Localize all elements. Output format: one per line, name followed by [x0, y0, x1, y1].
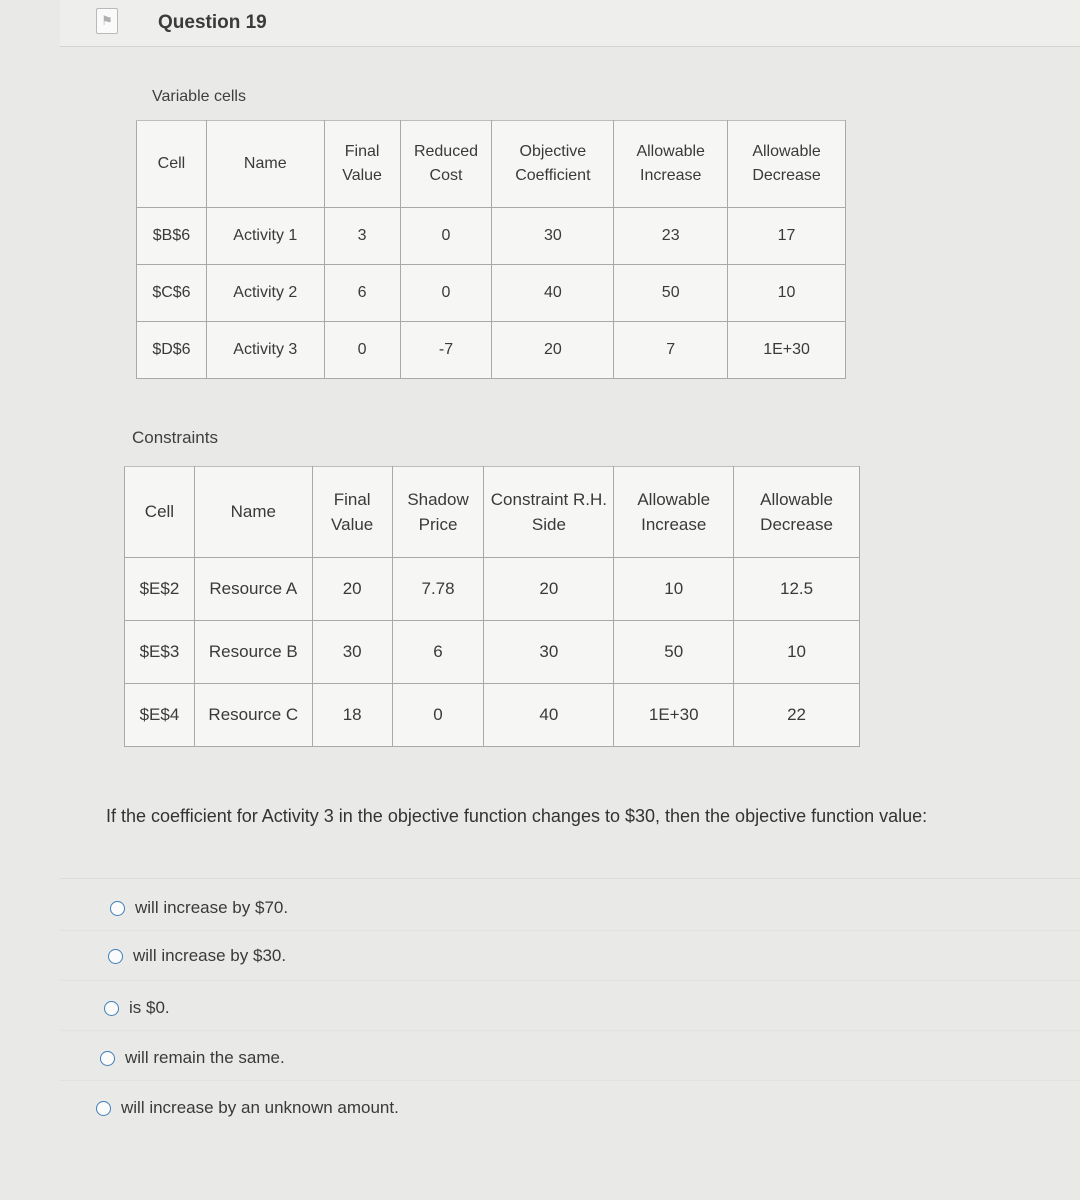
col-header-objective-coefficient: Objective Coefficient: [492, 121, 614, 208]
col-header-final-value: Final Value: [324, 121, 400, 208]
cell: 20: [312, 558, 392, 621]
cell: $E$3: [125, 621, 195, 684]
radio-button-icon[interactable]: [110, 901, 125, 916]
cell: 40: [492, 265, 614, 322]
cell: -7: [400, 322, 492, 379]
cell: Activity 3: [206, 322, 324, 379]
answer-option-label[interactable]: is $0.: [129, 998, 170, 1017]
cell: 10: [728, 265, 846, 322]
cell: 22: [734, 684, 860, 747]
flag-icon[interactable]: ⚑: [96, 8, 118, 34]
constraints-label: Constraints: [132, 428, 218, 447]
answer-option[interactable]: [104, 998, 170, 1018]
cell: 17: [728, 208, 846, 265]
col-header-name: Name: [206, 121, 324, 208]
divider: [60, 1030, 1080, 1031]
cell: Resource A: [194, 558, 312, 621]
cell: $D$6: [137, 322, 207, 379]
cell: 30: [312, 621, 392, 684]
table-row: [125, 558, 860, 621]
cell: 6: [392, 621, 484, 684]
answer-option[interactable]: [110, 898, 288, 918]
table-row: [137, 265, 846, 322]
answer-option[interactable]: [108, 946, 286, 966]
radio-button-icon[interactable]: [108, 949, 123, 964]
col-header-reduced-cost: Reduced Cost: [400, 121, 492, 208]
cell: Activity 1: [206, 208, 324, 265]
table-row: [137, 208, 846, 265]
cell: 30: [484, 621, 614, 684]
col-header-cell: Cell: [137, 121, 207, 208]
answer-option-label[interactable]: will increase by $30.: [133, 946, 287, 965]
question-title: Question 19: [158, 12, 267, 33]
col-header-cell: Cell: [125, 467, 195, 558]
radio-button-icon[interactable]: [100, 1051, 115, 1066]
col-header-allowable-decrease: Allowable Decrease: [734, 467, 860, 558]
cell: 20: [484, 558, 614, 621]
answer-option-label[interactable]: will increase by an unknown amount.: [121, 1098, 399, 1117]
cell: $C$6: [137, 265, 207, 322]
cell: 50: [614, 621, 734, 684]
cell: 23: [614, 208, 728, 265]
constraints-table: [124, 466, 860, 747]
cell: 10: [734, 621, 860, 684]
table-header-row: [137, 121, 846, 208]
cell: 12.5: [734, 558, 860, 621]
cell: 0: [400, 265, 492, 322]
cell: 7: [614, 322, 728, 379]
cell: Resource C: [194, 684, 312, 747]
col-header-allowable-increase: Allowable Increase: [614, 121, 728, 208]
variable-cells-label: Variable cells: [152, 88, 246, 105]
cell: 0: [392, 684, 484, 747]
cell: 10: [614, 558, 734, 621]
cell: 50: [614, 265, 728, 322]
table-row: [125, 684, 860, 747]
divider: [60, 1080, 1080, 1081]
col-header-constraint-rhs: Constraint R.H. Side: [484, 467, 614, 558]
cell: $B$6: [137, 208, 207, 265]
answer-option-label[interactable]: will remain the same.: [125, 1048, 285, 1067]
question-prompt: If the coefficient for Activity 3 in the objective function changes to $30, then the objective function value:: [106, 806, 928, 826]
radio-button-icon[interactable]: [96, 1101, 111, 1116]
divider: [60, 878, 1080, 879]
table-row: [137, 322, 846, 379]
table-row: [125, 621, 860, 684]
cell: 1E+30: [728, 322, 846, 379]
cell: 3: [324, 208, 400, 265]
col-header-final-value: Final Value: [312, 467, 392, 558]
col-header-allowable-decrease: Allowable Decrease: [728, 121, 846, 208]
cell: 40: [484, 684, 614, 747]
cell: $E$2: [125, 558, 195, 621]
variable-cells-table: [136, 120, 846, 379]
cell: 20: [492, 322, 614, 379]
answer-option[interactable]: [96, 1098, 399, 1118]
cell: 1E+30: [614, 684, 734, 747]
cell: 30: [492, 208, 614, 265]
col-header-name: Name: [194, 467, 312, 558]
cell: Resource B: [194, 621, 312, 684]
col-header-allowable-increase: Allowable Increase: [614, 467, 734, 558]
radio-button-icon[interactable]: [104, 1001, 119, 1016]
col-header-shadow-price: Shadow Price: [392, 467, 484, 558]
answer-option[interactable]: [100, 1048, 285, 1068]
divider: [60, 980, 1080, 981]
cell: 0: [400, 208, 492, 265]
answer-option-label[interactable]: will increase by $70.: [135, 898, 289, 917]
cell: Activity 2: [206, 265, 324, 322]
table-header-row: [125, 467, 860, 558]
cell: $E$4: [125, 684, 195, 747]
cell: 18: [312, 684, 392, 747]
cell: 7.78: [392, 558, 484, 621]
cell: 0: [324, 322, 400, 379]
divider: [60, 930, 1080, 931]
cell: 6: [324, 265, 400, 322]
